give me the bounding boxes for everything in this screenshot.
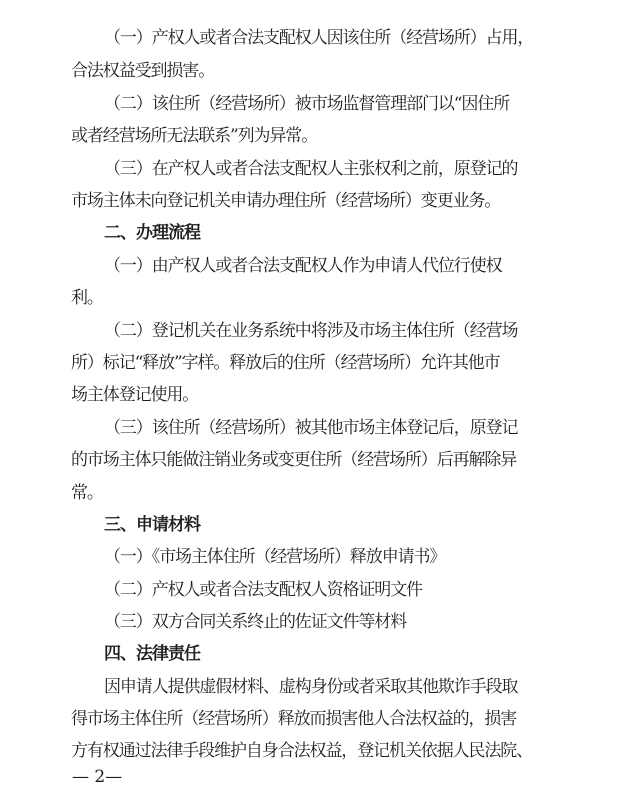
list-item: （一）《市场主体住所（经营场所）释放申请书》: [104, 547, 446, 567]
paragraph-line: 得市场主体住所（经营场所）释放而损害他人合法权益的，损害: [71, 709, 517, 729]
paragraph-line: 或者经营场所无法联系”列为异常。: [71, 126, 318, 146]
paragraph-line: （一）由产权人或者合法支配权人作为申请人代位行使权: [104, 256, 502, 276]
paragraph-line: 的市场主体只能做注销业务或变更住所（经营场所）后再解除异: [71, 450, 517, 470]
paragraph-line: 因申请人提供虚假材料、虚构身份或者采取其他欺诈手段取: [104, 677, 518, 697]
paragraph-line: 常。: [71, 483, 103, 503]
paragraph-line: 场主体登记使用。: [71, 385, 199, 405]
list-item: （三）双方合同关系终止的佐证文件等材料: [104, 612, 407, 632]
page-number: — 2—: [72, 767, 123, 787]
paragraph-line: 利。: [71, 288, 103, 308]
paragraph-line: （三）该住所（经营场所）被其他市场主体登记后，原登记: [104, 418, 518, 438]
paragraph-line: 市场主体未向登记机关申请办理住所（经营场所）变更业务。: [71, 191, 501, 211]
paragraph-line: 合法权益受到损害。: [71, 61, 215, 81]
section-heading: 三、申请材料: [104, 515, 200, 535]
paragraph-line: （二）该住所（经营场所）被市场监督管理部门以“因住所: [104, 94, 510, 114]
list-item: （二）产权人或者合法支配权人资格证明文件: [104, 580, 422, 600]
section-heading: 四、法律责任: [104, 644, 200, 664]
section-heading: 二、办理流程: [104, 223, 200, 243]
paragraph-line: 所）标记“释放”字样。释放后的住所（经营场所）允许其他市: [71, 353, 500, 373]
paragraph-line: 方有权通过法律手段维护自身合法权益，登记机关依据人民法院、: [71, 741, 533, 761]
paragraph-line: （三）在产权人或者合法支配权人主张权利之前，原登记的: [104, 159, 518, 179]
paragraph-line: （二）登记机关在业务系统中将涉及市场主体住所（经营场: [104, 321, 518, 341]
paragraph-line: （一）产权人或者合法支配权人因该住所（经营场所）占用，: [104, 28, 534, 48]
